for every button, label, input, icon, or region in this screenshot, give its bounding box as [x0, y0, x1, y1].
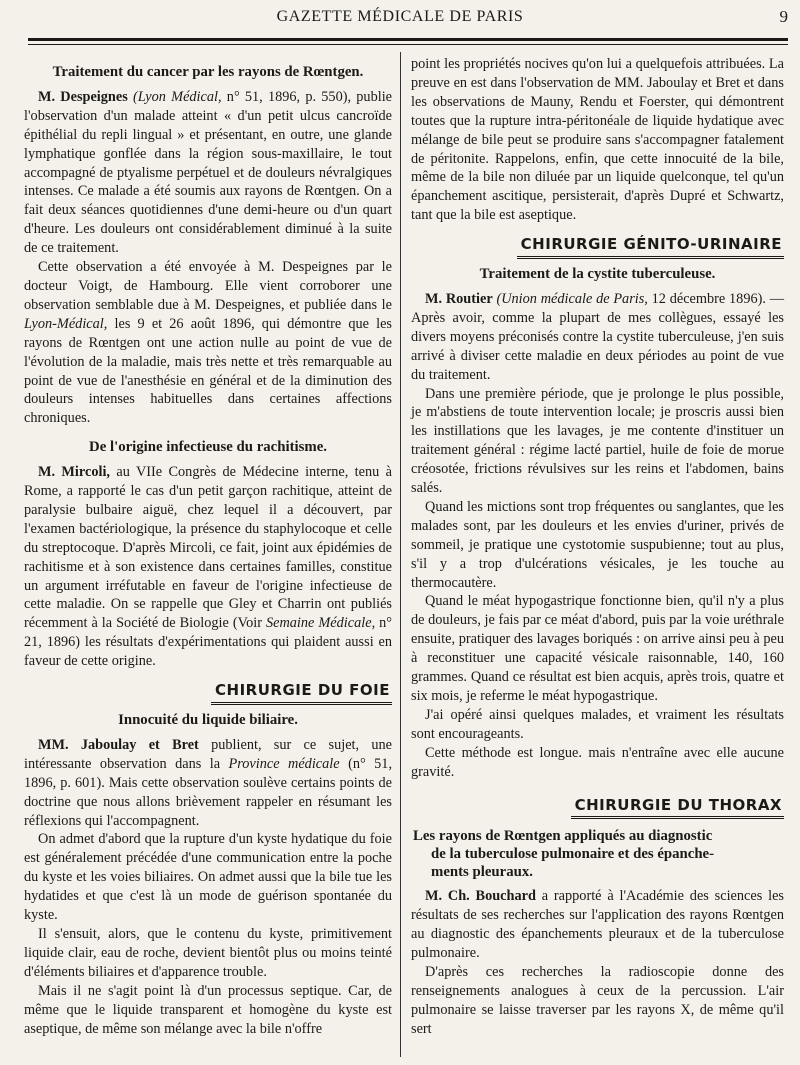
article-paragraph: Dans une première période, que je prolonge le plus possible, je m'abstiens de toute intervention locale; je proscris aussi bien les instillations que les lavages, je me contente d'instituer un traitement général : régime lacté partiel, huile de foie de morue créosotée, frictions révulsives sur les reins et l'abdomen, bains salés. [411, 385, 784, 497]
article-title-bile: Innocuité du liquide biliaire. [118, 712, 298, 728]
article-paragraph: Mais il ne s'agit point là d'un processus septique. Car, de même que le liquide transparent et homogène du kyste est aseptique, de même son mélange avec la bile n'offre [24, 982, 392, 1037]
article-paragraph: M. Routier (Union médicale de Paris, 12 décembre 1896). — Après avoir, comme la plupart de mes collègues, essayé les divers moyens préconisés contre la cystite tuberculeuse, j'en suis arrivé à diviser cette maladie en deux périodes au point de vue du traitement. [411, 290, 785, 383]
article-paragraph: M. Despeignes (Lyon Médical, n° 51, 1896, p. 550), publie l'observation d'un malade atteint « d'un petit ulcus cancroïde épithélial du repli lingual » et présentant, en outre, une glande lymphatique gonflée dans la région sous-maxillaire, le tout accompagné de ptyalisme perpétuel et de douleurs névralgiques intenses. Ce malade a été soumis aux rayons de Rœntgen. On a fait deux séances quotidiennes d'une demi-heure ou d'un quart d'heure. Les douleurs ont considérablement diminué à la suite de ce traitement. [24, 88, 393, 257]
source-citation: (Lyon Médical, [133, 88, 222, 105]
article-title-rontgen-thorax: Les rayons de Rœntgen appliqués au diagnostic de la tuberculose pulmonaire et des épanche- ments pleuraux. [413, 828, 715, 881]
page-number: 9 [779, 7, 788, 26]
article-paragraph: Quand les mictions sont trop fréquentes ou sanglantes, que les malades sont, par les douleurs et les envies d'uriner, privés de sommeil, je pratique une cystotomie suspubienne; tout au plus, s'il y a trop d'ulcérations vésicales, je les touche au thermocautère. [411, 498, 784, 591]
column-divider [400, 52, 401, 1057]
article-paragraph: Quand le méat hypogastrique fonctionne bien, qu'il n'y a plus de douleurs, je fais par ce méat d'abord, puis par la voie uréthrale ensuite, pratiquer des lavages boriqués : on arrive ainsi peu à peu à reconstituer une capacité vésicale raisonnable, 140, 160 grammes. Quand ce résultat est bien acquis, après trois, quatre et six mois, je referme le méat hypogastrique. [411, 593, 784, 704]
article-paragraph: M. Ch. Bouchard a rapporté à l'Académie des sciences les résultats de ses recherches sur l'application des rayons Rœntgen au diagnostic des épanchements pleuraux et de la tuberculose pulmonaire. [411, 888, 784, 962]
article-paragraph: Il s'ensuit, alors, que le contenu du kyste, primitivement liquide clair, eau de roche, devient bientôt plus ou moins teinté d'éléments biliaires et d'apparence trouble. [24, 925, 392, 980]
section-header-genito-urinaire: CHIRURGIE GÉNITO-URINAIRE [411, 235, 784, 259]
source-citation: Province médicale [228, 755, 340, 772]
article-title-cystite: Traitement de la cystite tuberculeuse. [479, 266, 716, 283]
source-citation: (Union médicale de Paris, [496, 290, 648, 307]
article-paragraph: Cette observation a été envoyée à M. Despeignes par le docteur Voigt, de Hambourg. Elle vient corroborer une observation semblable due à M. Despeignes, et publiée dans le Lyon-Médical, les 9 et 26 août 1896, qui démontre que les rayons de Rœntgen ont une action nulle au point de vue de l'évolution de la maladie, mais très nette et très remarquable au point de vue de l'anesthésie en général et de la diminution des douleurs intenses habituelles dans certaines affections chroniques. [24, 259, 392, 427]
article-paragraph: M. Mircoli, au VIIe Congrès de Médecine interne, tenu à Rome, a rapporté le cas d'un petit garçon rachitique, atteint de paralysie bulbaire aiguë, chez lequel il a découvert, par l'examen bactériologique, la présence du staphylocoque et celle du streptocoque. D'après Mircoli, ce fait, joint aux épidémies de rachitisme et à son existence dans certaines familles, constitue un argument irréfutable en faveur de l'origine infectieuse de cette maladie. On se rappelle que Gley et Charrin ont publiés récemment à la Société de Biologie (Voir Semaine Médicale, n° 21, 1896) les résultats d'expérimentations qui plaident aussi en faveur de cette origine. [24, 464, 393, 670]
section-header-foie: CHIRURGIE DU FOIE [24, 681, 392, 705]
source-citation: Semaine Médicale, [265, 615, 376, 632]
article-paragraph: D'après ces recherches la radioscopie donne des renseignements analogues à ceux de la percussion. L'air pulmonaire se laisse traverser par les rayons X, de même qu'il sert [411, 964, 784, 1037]
article-paragraph: MM. Jaboulay et Bret publient, sur ce sujet, une intéressante observation dans la Province médicale (n° 51, 1896, p. 601). Mais cette observation soulève certains points de doctrine que nous allons brièvement rappeler en résumant les réflexions qui l'accompagnent. [24, 736, 393, 829]
article-paragraph: point les propriétés nocives qu'on lui a quelquefois attribuées. La preuve en est dans l'observation de MM. Jaboulay et Bret et dans les observations de Mauny, Rendu et Foerster, qui démontrent toutes que la rupture intra-péritonéale de liquide hydatique avec mélange de bile peut se produire sans s'accompagner fatalement de péritonite. Rappelons, enfin, que cette innocuité de la bile, même de la bile non diluée par un liquide quelconque, tel qu'un épanchement ascitique, persisterait, d'après Dupré et Schwartz, tant que la bile est aseptique. [411, 56, 784, 224]
author-name: M. Mircoli, [38, 464, 110, 481]
page-header [0, 0, 800, 44]
article-paragraph: J'ai opéré ainsi quelques malades, et vraiment les résultats sont encourageants. [411, 706, 784, 742]
author-name: MM. Jaboulay et Bret [38, 736, 199, 753]
article-paragraph: On admet d'abord que la rupture d'un kyste hydatique du foie est généralement précédée d'une communication entre la poche du kyste et les voies biliaires. On admet aussi que la bile tue les hydatides et que c'est là un mode de guérison spontanée du kyste. [24, 831, 392, 924]
author-name: M. Despeignes [38, 88, 128, 105]
article-title-cancer: Traitement du cancer par les rayons de Rœntgen. [52, 64, 364, 80]
header-rule-thin [28, 44, 788, 45]
section-header-thorax: CHIRURGIE DU THORAX [411, 796, 784, 820]
source-citation: Lyon-Médical, [24, 315, 108, 332]
right-column [411, 55, 784, 1039]
article-paragraph: Cette méthode est longue. mais n'entraîne avec elle aucune gravité. [411, 744, 784, 780]
left-column [24, 55, 392, 1038]
journal-title: GAZETTE MÉDICALE DE PARIS [276, 8, 524, 25]
author-name: M. Routier [425, 290, 493, 307]
article-title-rachitisme: De l'origine infectieuse du rachitisme. [89, 439, 327, 456]
author-name: M. Ch. Bouchard [425, 888, 536, 905]
header-rule-thick [28, 38, 788, 41]
